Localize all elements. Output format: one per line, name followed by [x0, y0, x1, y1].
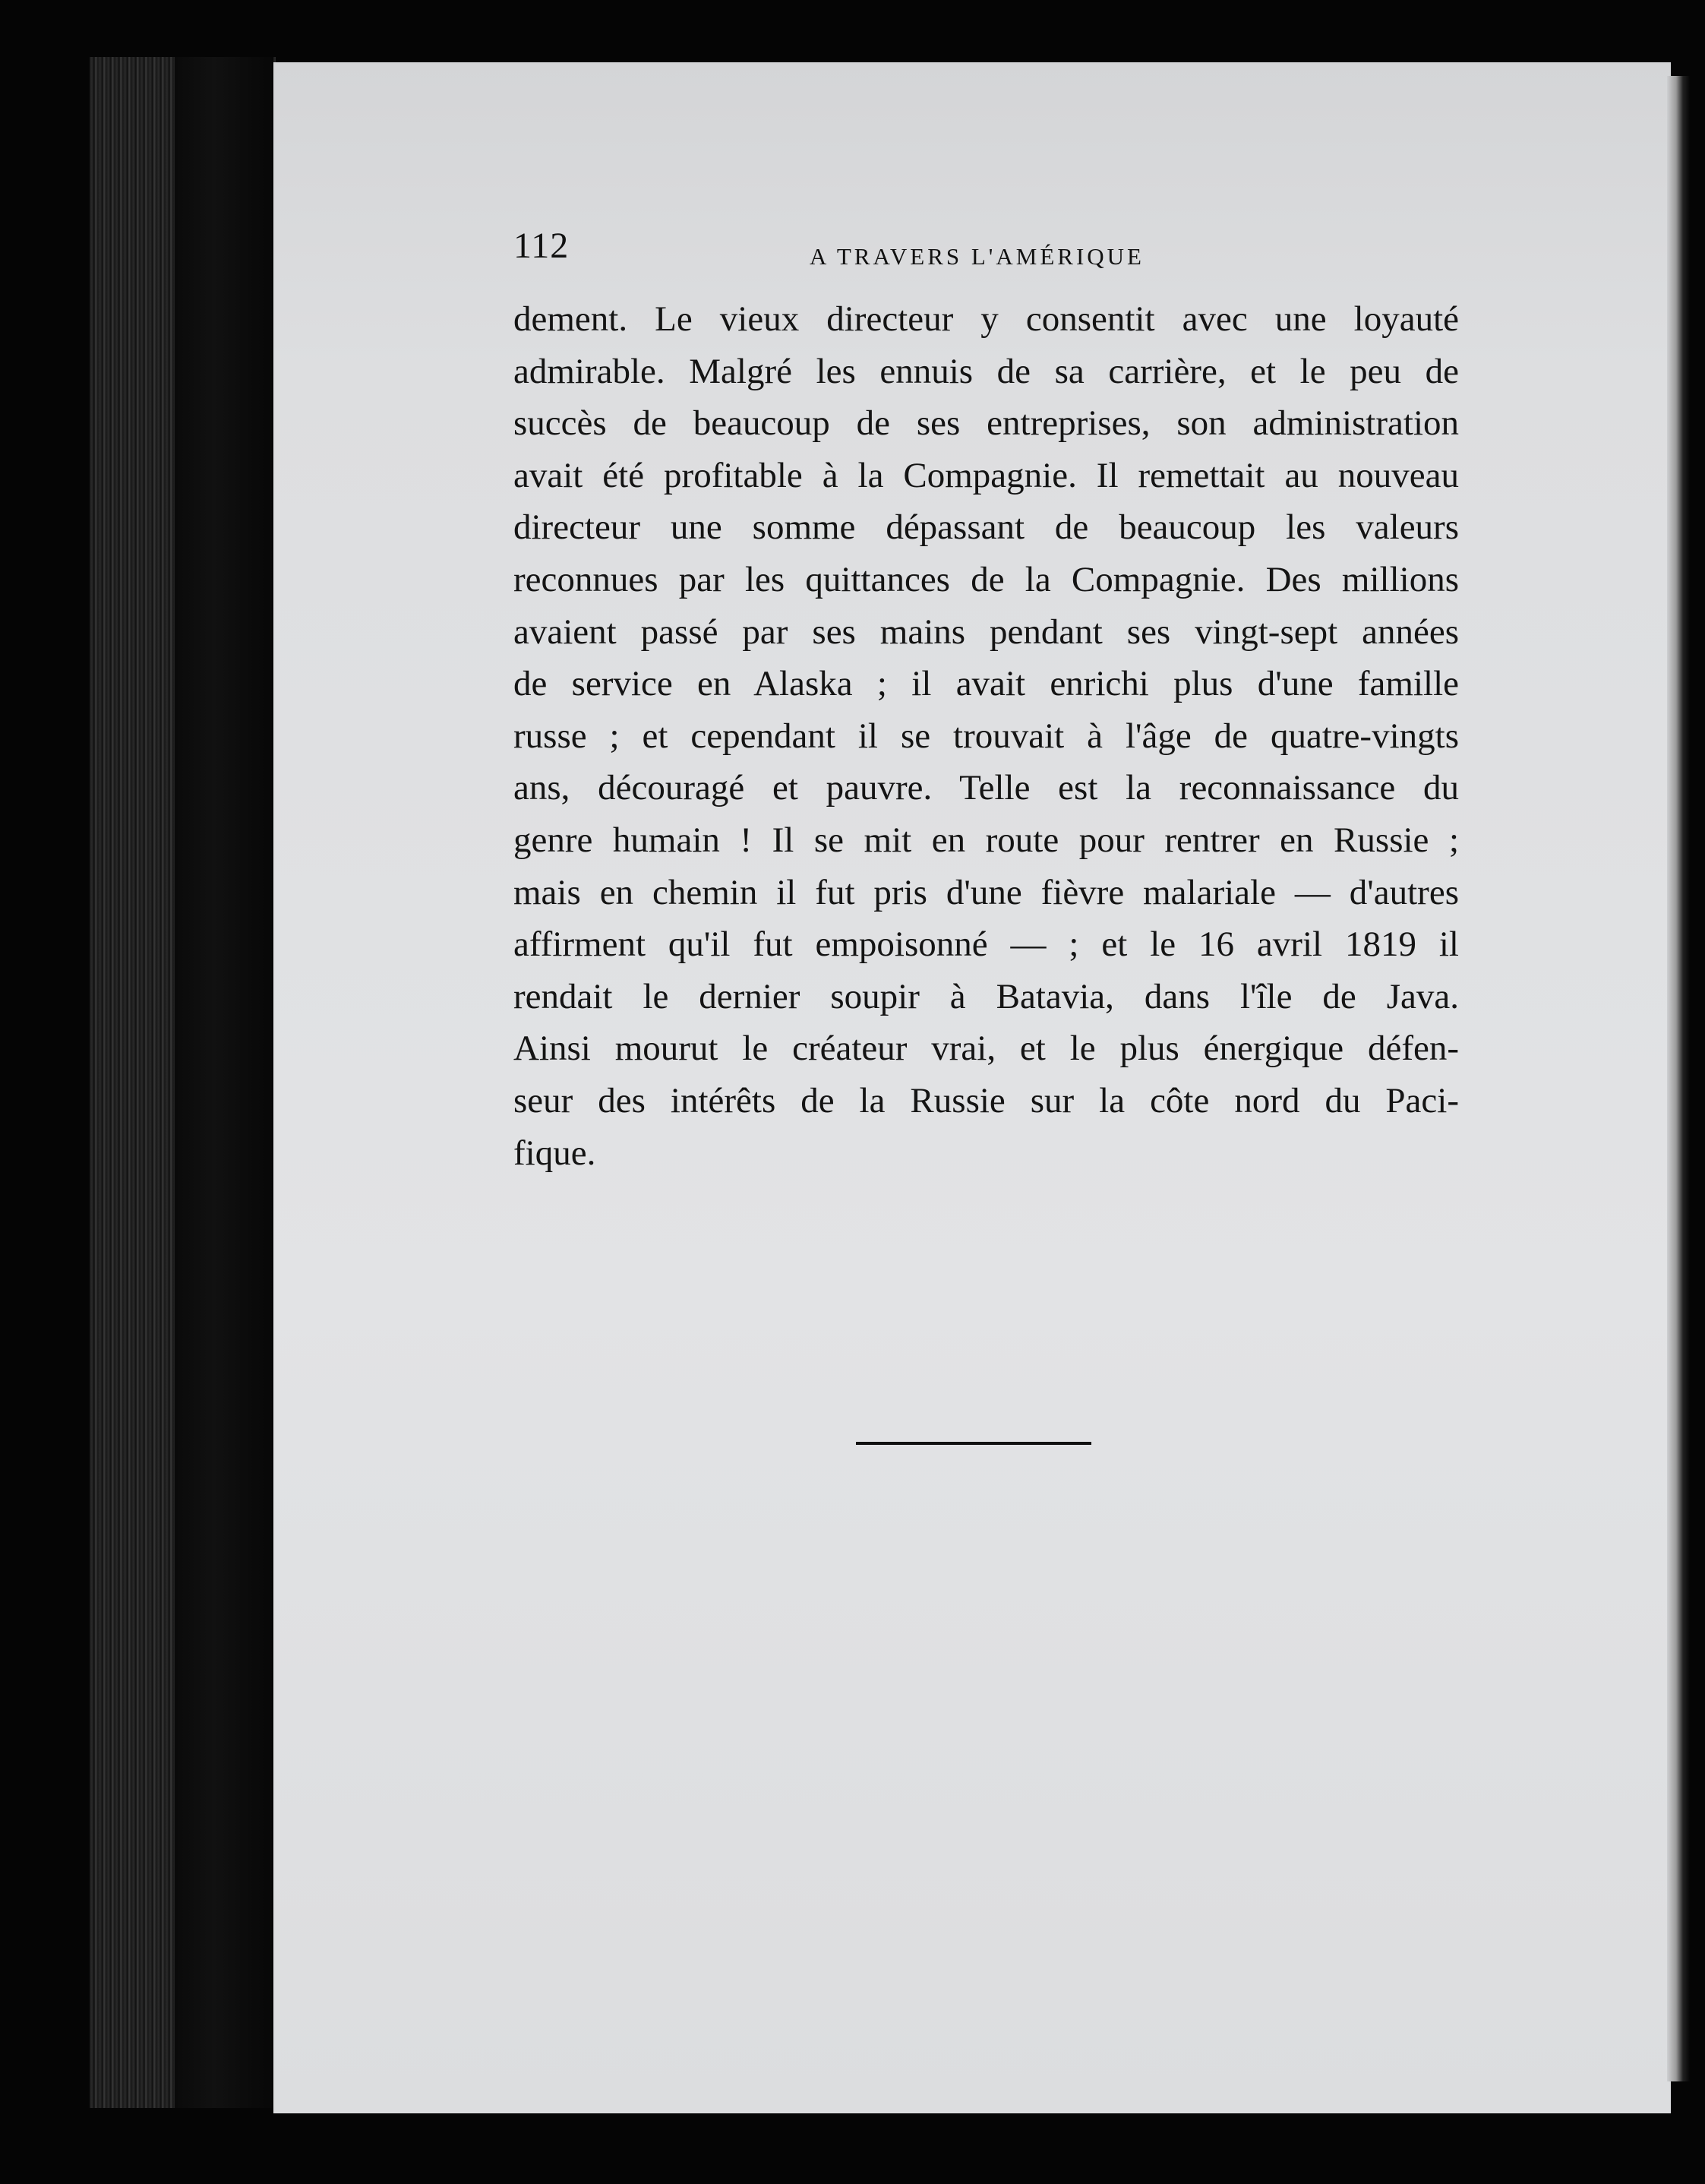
text-line: Ainsi mourut le créateur vrai, et le plus énergique défen-	[513, 1029, 1459, 1069]
text-line: de service en Alaska ; il avait enrichi plus d'une famille	[513, 664, 1459, 704]
text-line: directeur une somme dépassant de beaucoup les valeurs	[513, 507, 1459, 548]
body-text	[513, 293, 1459, 1179]
text-line: genre humain ! Il se mit en route pour rentrer en Russie ;	[513, 820, 1459, 860]
text-line: ans, découragé et pauvre. Telle est la reconnaissance du	[513, 768, 1459, 808]
text-line: dement. Le vieux directeur y consentit avec une loyauté	[513, 299, 1459, 339]
text-line: seur des intérêts de la Russie sur la côte nord du Paci-	[513, 1080, 1459, 1120]
text-line: admirable. Malgré les ennuis de sa carrière, et le peu de	[513, 351, 1459, 391]
book-spine-shadow	[175, 57, 273, 2108]
text-line: succès de beaucoup de ses entreprises, son administration	[513, 403, 1459, 444]
running-title: A TRAVERS L'AMÉRIQUE	[810, 243, 1145, 270]
text-line: rendait le dernier soupir à Batavia, dans l'île de Java.	[513, 976, 1459, 1016]
page-edge	[1667, 76, 1690, 2081]
text-line: avaient passé par ses mains pendant ses vingt-sept années	[513, 612, 1459, 652]
text-line: affirment qu'il fut empoisonné — ; et le 16 avril 1819 il	[513, 924, 1459, 965]
text-line: russe ; et cependant il se trouvait à l'âge de quatre-vingts	[513, 716, 1459, 756]
text-line: avait été profitable à la Compagnie. Il remettait au nouveau	[513, 455, 1459, 495]
text-line: fique.	[513, 1133, 596, 1173]
page-header	[513, 225, 1463, 270]
page-number: 112	[513, 226, 570, 266]
text-line: reconnues par les quittances de la Compagnie. Des millions	[513, 559, 1459, 599]
text-line: mais en chemin il fut pris d'une fièvre malariale — d'autres	[513, 872, 1459, 912]
section-end-rule	[856, 1442, 1091, 1445]
